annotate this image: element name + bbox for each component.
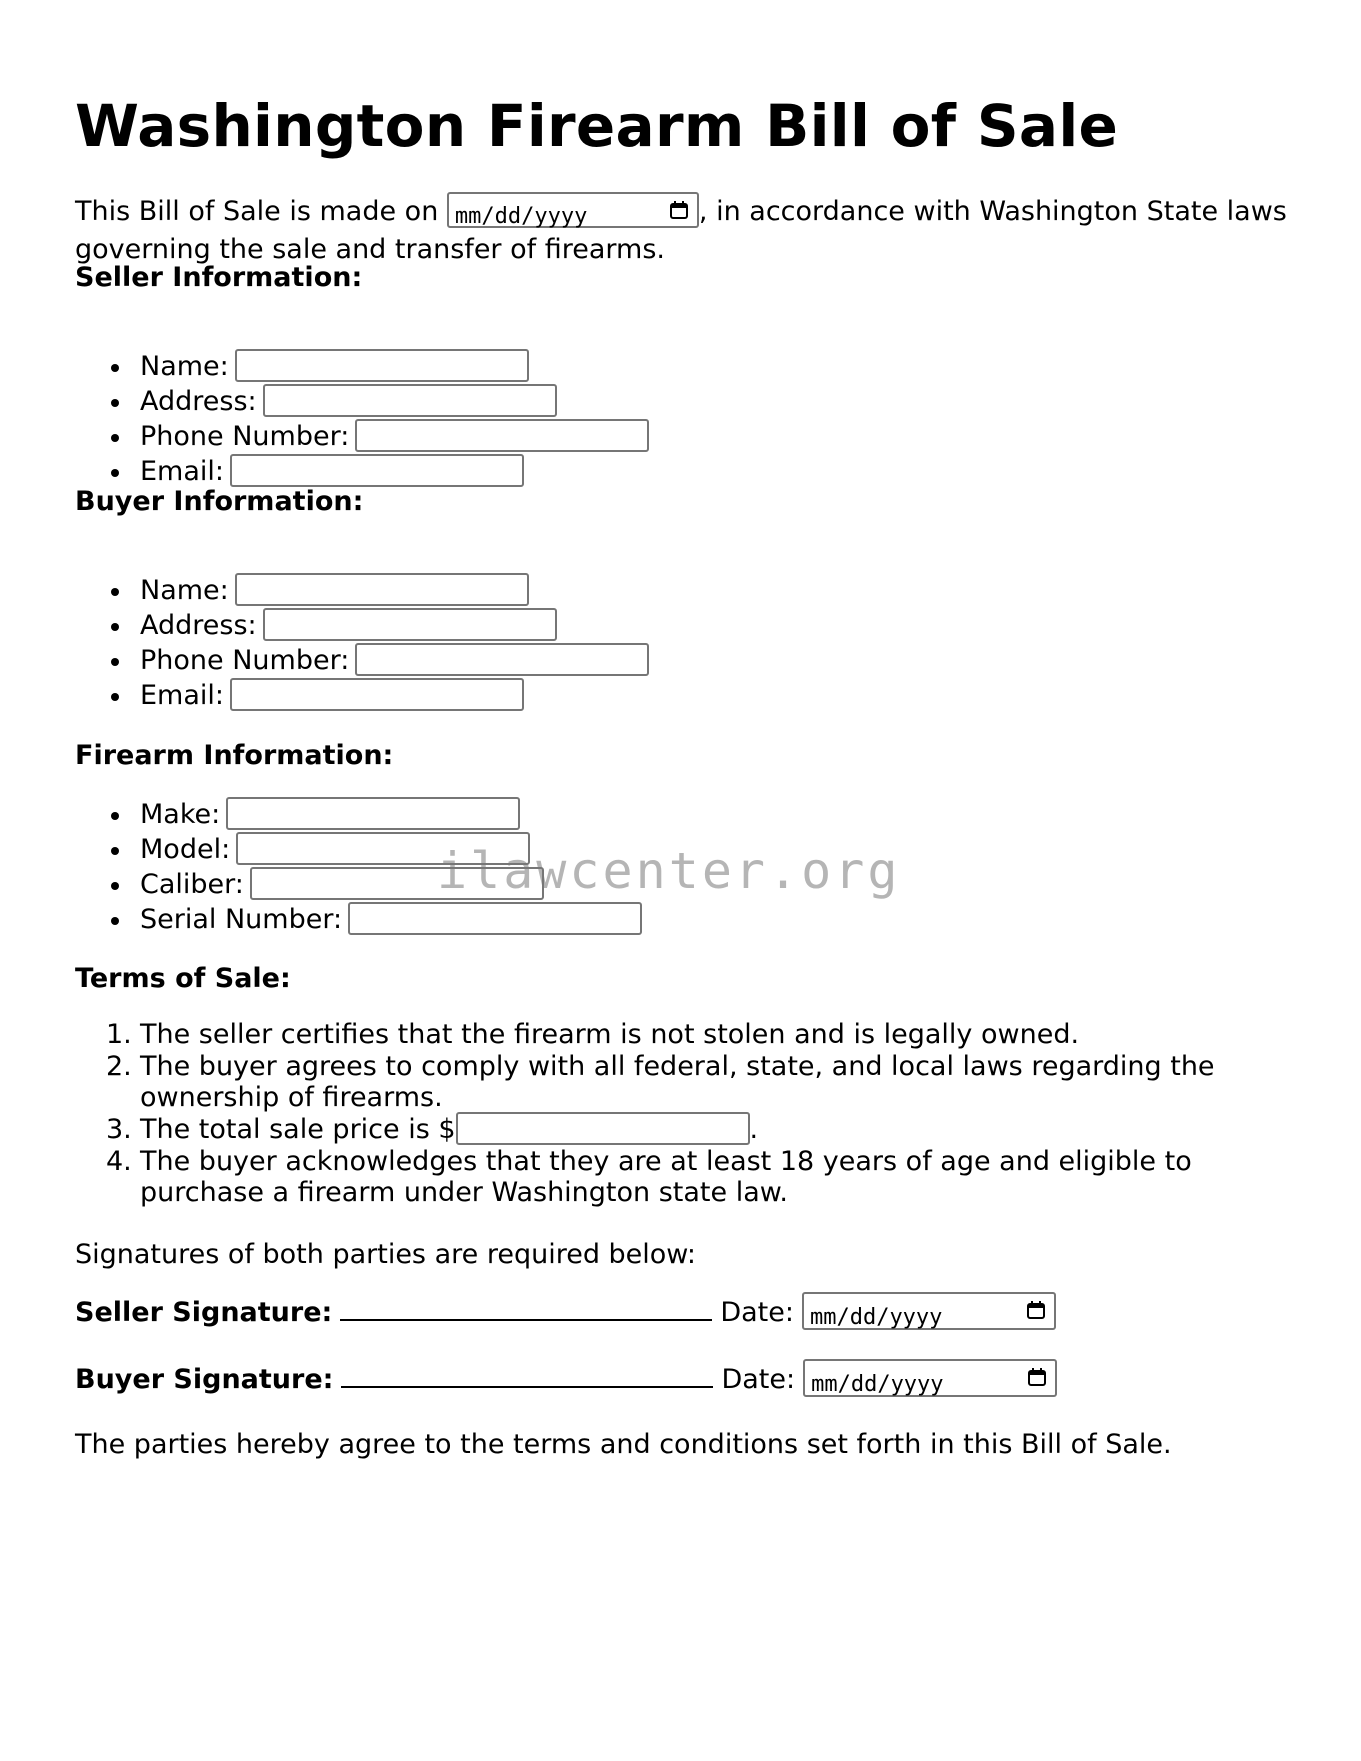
firearm-serial-item bbox=[75, 902, 642, 937]
term-text-2: The buyer agrees to comply with all federal, state, and local laws regarding the ownership of firearms. bbox=[140, 1051, 1215, 1113]
page-title: Washington Firearm Bill of Sale bbox=[75, 92, 1119, 160]
buyer-signature-line[interactable] bbox=[341, 1358, 713, 1388]
terms-heading: Terms of Sale: bbox=[75, 963, 291, 994]
buyer-signature-label: Buyer Signature: bbox=[75, 1364, 334, 1395]
firearm-make-input[interactable] bbox=[226, 797, 520, 830]
seller-email-item bbox=[75, 454, 649, 489]
term-item-2: 2. The buyer agrees to comply with all federal, state, and local laws regarding the ownership of firearms. bbox=[106, 1051, 1215, 1113]
intro-paragraph bbox=[75, 193, 1295, 269]
seller-heading: Seller Information: bbox=[75, 262, 363, 293]
price-suffix: . bbox=[749, 1114, 759, 1145]
firearm-model-label: Model: bbox=[140, 834, 231, 865]
buyer-date-placeholder: mm/dd/yyyy bbox=[811, 1371, 944, 1397]
seller-name-input[interactable] bbox=[235, 349, 529, 382]
seller-address-label: Address: bbox=[140, 386, 257, 417]
intro-text-before: This Bill of Sale is made on bbox=[75, 196, 439, 227]
firearm-caliber-label: Caliber: bbox=[140, 869, 244, 900]
term-item-3: 3. The total sale price is $ . bbox=[106, 1114, 759, 1145]
buyer-email-label: Email: bbox=[140, 680, 225, 711]
firearm-make-label: Make: bbox=[140, 799, 221, 830]
seller-fields bbox=[75, 349, 649, 489]
buyer-name-input[interactable] bbox=[235, 573, 529, 606]
buyer-name-item bbox=[75, 573, 649, 608]
seller-email-input[interactable] bbox=[230, 454, 524, 487]
bill-date-placeholder: mm/dd/yyyy bbox=[454, 203, 588, 229]
firearm-serial-label: Serial Number: bbox=[140, 904, 343, 935]
buyer-heading: Buyer Information: bbox=[75, 486, 364, 517]
firearm-make-item bbox=[75, 797, 642, 832]
seller-address-input[interactable] bbox=[263, 384, 557, 417]
buyer-address-input[interactable] bbox=[263, 608, 557, 641]
seller-phone-label: Phone Number: bbox=[140, 421, 350, 452]
calendar-icon[interactable] bbox=[1027, 1367, 1047, 1387]
firearm-heading: Firearm Information: bbox=[75, 740, 394, 771]
seller-date-placeholder: mm/dd/yyyy bbox=[809, 1304, 943, 1330]
buyer-signature-row bbox=[75, 1358, 1057, 1398]
seller-email-label: Email: bbox=[140, 456, 225, 487]
watermark-text: ilawcenter.org bbox=[437, 842, 901, 900]
firearm-serial-input[interactable] bbox=[348, 902, 642, 935]
seller-signature-label: Seller Signature: bbox=[75, 1297, 333, 1328]
buyer-name-label: Name: bbox=[140, 575, 229, 606]
signatures-note: Signatures of both parties are required below: bbox=[75, 1239, 697, 1270]
buyer-phone-input[interactable] bbox=[355, 643, 649, 676]
buyer-address-label: Address: bbox=[140, 610, 257, 641]
sale-price-input[interactable] bbox=[456, 1112, 750, 1145]
seller-signature-line[interactable] bbox=[340, 1291, 712, 1321]
seller-date-input[interactable] bbox=[802, 1292, 1056, 1330]
seller-phone-item bbox=[75, 419, 649, 454]
term-item-1: 1. The seller certifies that the firearm is not stolen and is legally owned. bbox=[106, 1019, 1080, 1050]
seller-signature-row bbox=[75, 1291, 1056, 1331]
buyer-phone-item bbox=[75, 643, 649, 678]
buyer-date-input[interactable] bbox=[803, 1359, 1057, 1397]
intro-text-after: , in accordance with Washington State laws governing the sale and transfer of firearms. bbox=[75, 196, 1287, 265]
buyer-date-label: Date: bbox=[721, 1364, 796, 1395]
term-text-4: The buyer acknowledges that they are at least 18 years of age and eligible to purchase a firearm under Washington state law. bbox=[140, 1146, 1192, 1208]
term-text-1: The seller certifies that the firearm is not stolen and is legally owned. bbox=[140, 1019, 1080, 1050]
seller-phone-input[interactable] bbox=[355, 419, 649, 452]
buyer-phone-label: Phone Number: bbox=[140, 645, 350, 676]
term-item-4: 4. The buyer acknowledges that they are at least 18 years of age and eligible to purchase a firearm under Washington state law. bbox=[106, 1146, 1192, 1208]
term-text-3: The total sale price is $ bbox=[140, 1114, 456, 1145]
calendar-icon[interactable] bbox=[1026, 1300, 1046, 1320]
seller-name-item bbox=[75, 349, 649, 384]
seller-name-label: Name: bbox=[140, 351, 229, 382]
bill-date-input[interactable] bbox=[447, 192, 699, 228]
calendar-icon[interactable] bbox=[669, 200, 689, 220]
buyer-email-item bbox=[75, 678, 649, 713]
terms-list bbox=[75, 1019, 1295, 1209]
seller-address-item bbox=[75, 384, 649, 419]
closing-statement: The parties hereby agree to the terms and conditions set forth in this Bill of Sale. bbox=[75, 1429, 1172, 1460]
buyer-email-input[interactable] bbox=[230, 678, 524, 711]
buyer-fields bbox=[75, 573, 649, 713]
seller-date-label: Date: bbox=[720, 1297, 794, 1328]
buyer-address-item bbox=[75, 608, 649, 643]
